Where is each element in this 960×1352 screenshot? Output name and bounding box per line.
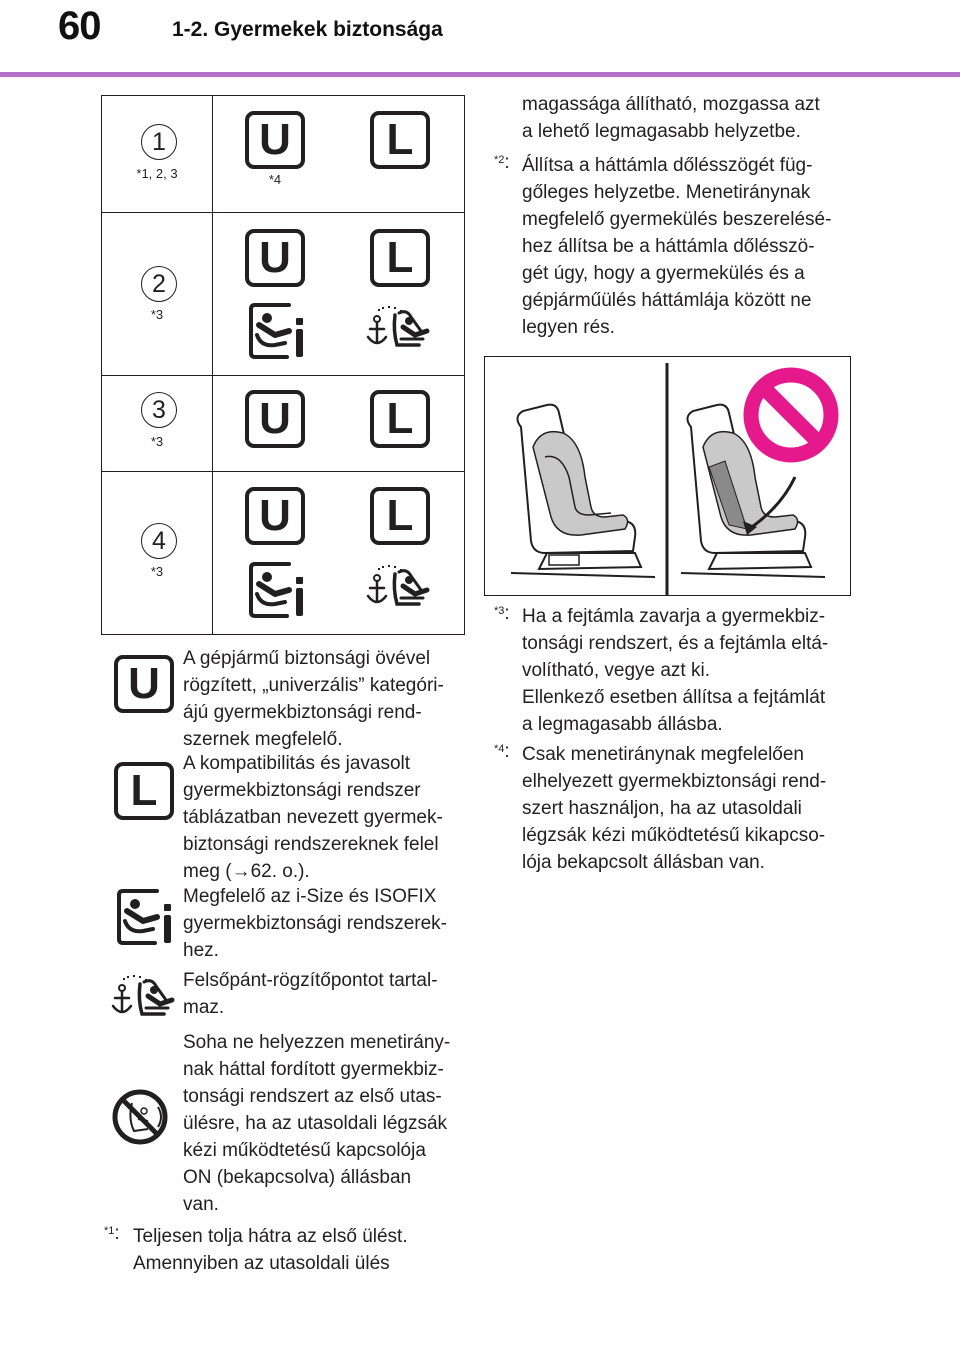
seat-footnote-ref: *3 [150,307,164,322]
u-footnote-ref: *4 [268,172,282,187]
text-line: Felsőpánt-rögzítőpontot tartal- [183,970,438,991]
text-line: Amennyiben az utasoldali ülés [133,1253,390,1274]
footnote-3-mark: $^{*3}$: [494,603,510,624]
section-title: 1-2. Gyermekek biztonsága [172,18,443,41]
text-line: tonsági rendszert az első utas- [183,1086,442,1107]
l-category-icon: L [370,487,430,545]
l-category-icon: L [370,229,430,287]
l-category-icon: L [370,390,430,448]
seat-footnote-ref: *1, 2, 3 [136,166,178,181]
tether-anchor-icon [365,301,437,357]
text-line: biztonsági rendszereknek felel [183,834,439,855]
footnote-1-text [133,1223,473,1277]
text-line: elhelyezett gyermekbiztonsági rend- [522,771,827,792]
footnote-2-text [522,152,842,341]
incorrect-seat-drawing [681,375,831,577]
text-line: lója bekapcsolt állásban van. [522,852,765,873]
seat-position-table [101,95,465,635]
seat-number-badge: 4 [141,523,177,559]
text-line: meg (→62. o.). [183,861,310,882]
text-line: Ha a fejtámla zavarja a gyermekbiz- [522,606,826,627]
text-line: hez. [183,940,219,961]
isize-seat-icon [113,887,175,947]
text-line: Csak menetiránynak megfelelően [522,744,804,765]
footnote-mark: *4 [494,743,505,755]
text-line: a legmagasabb állásba. [522,714,723,735]
seat-number-badge: 2 [141,266,177,302]
text-line: legyen rés. [522,317,615,338]
text-line: A gépjármű biztonsági övével [183,648,431,669]
text-line: gyermekbiztonsági rendszerek- [183,913,448,934]
text-line: ájú gyermekbiztonsági rend- [183,702,422,723]
text-line: szert használjon, ha az utasoldali [522,798,802,819]
seat-number-badge: 3 [141,392,177,428]
text-line: Ellenkező esetben állítsa a fejtámlát [522,687,826,708]
text-line: maz. [183,997,225,1018]
seat-footnote-ref: *3 [150,434,164,449]
text-line: ON (bekapcsolva) állásban [183,1167,412,1188]
tether-anchor-icon [365,560,437,616]
table-row-divider [102,212,464,213]
u-category-icon: U [245,111,305,169]
l-category-icon: L [114,762,174,820]
text-line: ülésre, ha az utasoldali légzsák [183,1113,448,1134]
text-line: Teljesen tolja hátra az első ülést. [133,1226,408,1247]
footnote-1-mark: $^{*1}$: [104,1223,120,1244]
text-line: hez állítsa be a háttámla dőlésszö- [522,236,815,257]
tether-legend-text [183,967,468,1021]
u-category-icon: U [245,390,305,448]
prohibited-rear-facing-icon [112,1089,168,1145]
text-line: nak háttal fordított gyermekbiz- [183,1059,444,1080]
footnote-4-text [522,741,842,876]
table-row-divider [102,471,464,472]
text-line: van. [183,1194,219,1215]
footnote-mark: *3 [494,605,505,617]
text-line: megfelelő gyermekülés beszerelésé- [522,209,832,230]
table-column-divider [212,96,213,634]
seat-backrest-illustration [484,356,851,596]
footnote-2-mark: $^{*2}$: [494,152,510,173]
u-category-icon: U [114,655,174,713]
prohibited-legend-text [183,1029,468,1218]
text-line: tonsági rendszert, és a fejtámla eltá- [522,633,829,654]
isize-seat-icon [245,301,307,361]
l-legend-text [183,750,468,885]
u-category-icon: U [245,487,305,545]
text-line: gyermekbiztonsági rendszer [183,780,421,801]
text-line: kézi működtetésű kapcsolója [183,1140,426,1161]
footnote-mark: *2 [494,154,505,166]
l-category-icon: L [370,111,430,169]
footnote-3-text [522,603,842,738]
text-line: a lehető legmagasabb helyzetbe. [522,121,801,142]
text-line: táblázatban nevezett gyermek- [183,807,443,828]
text-line: A kompatibilitás és javasolt [183,753,411,774]
correct-seat-drawing [511,405,655,577]
table-row-divider [102,375,464,376]
text-line: Soha ne helyezzen menetirány- [183,1032,451,1053]
text-line: Megfelelő az i-Size és ISOFIX [183,886,437,907]
text-line: Állítsa a háttámla dőlésszögét füg- [522,155,813,176]
seat-footnote-ref: *3 [150,564,164,579]
u-legend-text [183,645,468,753]
isize-legend-text [183,883,468,964]
u-category-icon: U [245,229,305,287]
text-line: volítható, vegye azt ki. [522,660,710,681]
text-line: gőleges helyzetbe. Menetiránynak [522,182,811,203]
text-line: szernek megfelelő. [183,729,343,750]
text-line: gét úgy, hogy a gyermekülés és a [522,263,805,284]
isize-seat-icon [245,560,307,620]
text-line: magassága állítható, mozgassa azt [522,94,820,115]
footnote-mark: *1 [104,1225,115,1237]
header-divider [0,72,960,77]
page-number: 60 [58,4,101,48]
tether-anchor-icon [110,970,182,1026]
text-line: gépjárműülés háttámlája között ne [522,290,812,311]
footnote-1-continued [522,91,842,145]
seat-number-badge: 1 [141,124,177,160]
text-line: rögzített, „univerzális” kategóri- [183,675,444,696]
seat-illustration-graphic [485,357,850,595]
text-line: légzsák kézi működtetésű kikapcso- [522,825,826,846]
footnote-4-mark: $^{*4}$: [494,741,510,762]
